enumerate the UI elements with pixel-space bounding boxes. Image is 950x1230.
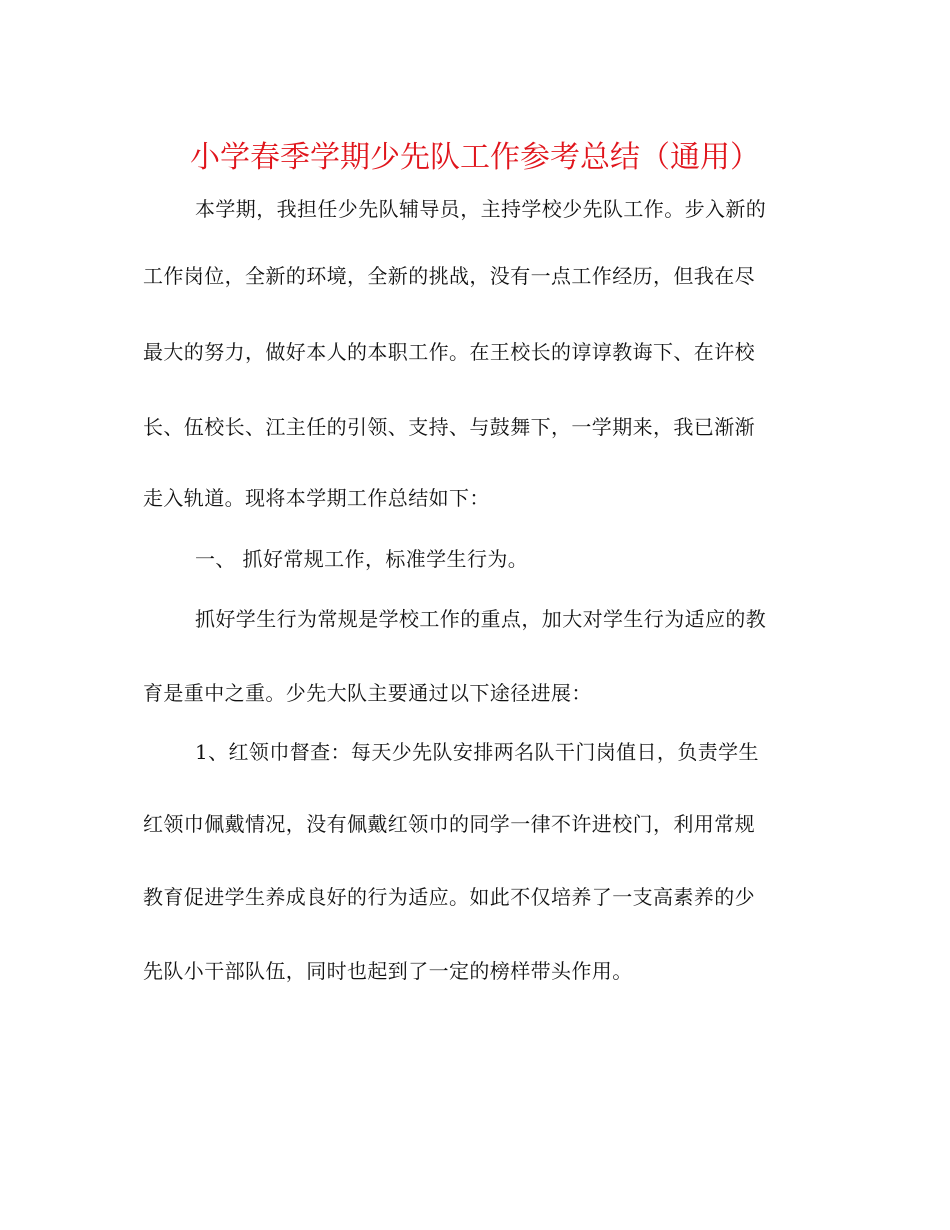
section-heading: 一、 抓好常规工作，标准学生行为。	[195, 547, 529, 571]
paragraph-line: 本学期，我担任少先队辅导员，主持学校少先队工作。步入新的	[195, 197, 767, 221]
paragraph-line: 红领巾佩戴情况，没有佩戴红领巾的同学一律不许进校门，利用常规	[143, 812, 755, 836]
document-title: 小学春季学期少先队工作参考总结（通用）	[190, 140, 760, 175]
paragraph-line: 先队小干部队伍，同时也起到了一定的榜样带头作用。	[143, 959, 633, 983]
paragraph-line: 最大的努力，做好本人的本职工作。在王校长的谆谆教诲下、在许校	[143, 340, 755, 364]
paragraph-line: 走入轨道。现将本学期工作总结如下：	[143, 486, 490, 510]
paragraph-line: 抓好学生行为常规是学校工作的重点，加大对学生行为适应的教	[195, 607, 767, 631]
paragraph-line: 育是重中之重。少先大队主要通过以下途径进展：	[143, 681, 592, 705]
paragraph-line: 长、伍校长、江主任的引领、支持、与鼓舞下，一学期来，我已渐渐	[143, 415, 755, 439]
paragraph-line: 工作岗位，全新的环境，全新的挑战，没有一点工作经历，但我在尽	[143, 264, 755, 288]
paragraph-line: 教育促进学生养成良好的行为适应。如此不仅培养了一支高素养的少	[143, 885, 755, 909]
paragraph-line: 1、红领巾督查：每天少先队安排两名队干门岗值日，负责学生	[195, 740, 759, 764]
